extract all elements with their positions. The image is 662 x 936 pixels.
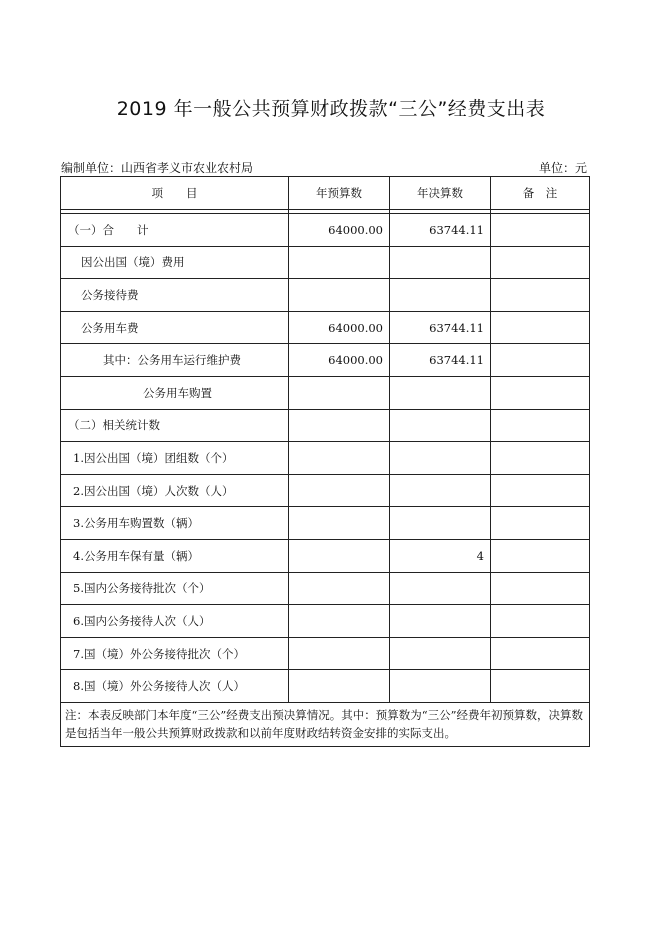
row-final: 4	[390, 539, 491, 572]
table-header-row	[61, 177, 590, 210]
row-final	[390, 507, 491, 540]
row-final	[390, 409, 491, 442]
row-remark	[491, 376, 590, 409]
row-remark	[491, 214, 590, 247]
expense-table	[60, 176, 590, 747]
table-row	[61, 279, 590, 312]
row-final: 63744.11	[390, 311, 491, 344]
table-row	[61, 311, 590, 344]
row-budget: 64000.00	[289, 214, 390, 247]
row-final	[390, 670, 491, 703]
row-item: （二）相关统计数	[61, 409, 289, 442]
row-final	[390, 376, 491, 409]
row-item: 2.因公出国（境）人次数（人）	[61, 474, 289, 507]
row-budget	[289, 539, 390, 572]
table-row	[61, 409, 590, 442]
table-row	[61, 474, 590, 507]
row-remark	[491, 605, 590, 638]
row-final	[390, 605, 491, 638]
table-row	[61, 507, 590, 540]
row-budget	[289, 376, 390, 409]
row-final	[390, 442, 491, 475]
table-note: 注：本表反映部门本年度“三公”经费支出预决算情况。其中：预算数为“三公”经费年初预算数，决算数是包括当年一般公共预算财政拨款和以前年度财政结转资金安排的实际支出。	[61, 702, 590, 746]
row-budget	[289, 279, 390, 312]
table-row	[61, 572, 590, 605]
unit-label: 单位：元	[538, 161, 587, 175]
row-remark	[491, 246, 590, 279]
row-budget	[289, 572, 390, 605]
row-budget	[289, 474, 390, 507]
table-row	[61, 442, 590, 475]
row-item: 其中：公务用车运行维护费	[61, 344, 289, 377]
table-row	[61, 214, 590, 247]
page-title: 2019 年一般公共预算财政拨款“三公”经费支出表	[116, 98, 546, 120]
row-item: 4.公务用车保有量（辆）	[61, 539, 289, 572]
row-item: 8.国（境）外公务接待人次（人）	[61, 670, 289, 703]
row-final	[390, 474, 491, 507]
row-budget: 64000.00	[289, 311, 390, 344]
row-final	[390, 572, 491, 605]
header-final: 年决算数	[390, 177, 491, 210]
row-final: 63744.11	[390, 214, 491, 247]
header-remark: 备 注	[491, 177, 590, 210]
row-final	[390, 637, 491, 670]
row-item: 公务接待费	[61, 279, 289, 312]
row-item: 因公出国（境）费用	[61, 246, 289, 279]
header-item: 项 目	[61, 177, 289, 210]
row-item: 7.国（境）外公务接待批次（个）	[61, 637, 289, 670]
row-budget	[289, 409, 390, 442]
row-remark	[491, 279, 590, 312]
row-budget	[289, 637, 390, 670]
table-row	[61, 605, 590, 638]
header-budget: 年预算数	[289, 177, 390, 210]
row-remark	[491, 539, 590, 572]
row-remark	[491, 637, 590, 670]
table-row	[61, 246, 590, 279]
table-row	[61, 344, 590, 377]
row-remark	[491, 507, 590, 540]
table-row	[61, 376, 590, 409]
row-final	[390, 279, 491, 312]
row-item: 公务用车购置	[61, 376, 289, 409]
row-item: （一）合 计	[61, 214, 289, 247]
org-label: 编制单位：山西省孝义市农业农村局	[61, 161, 254, 175]
row-remark	[491, 572, 590, 605]
row-item: 6.国内公务接待人次（人）	[61, 605, 289, 638]
row-budget	[289, 442, 390, 475]
row-final: 63744.11	[390, 344, 491, 377]
row-budget	[289, 605, 390, 638]
row-item: 公务用车费	[61, 311, 289, 344]
row-budget	[289, 670, 390, 703]
note-row	[61, 702, 590, 746]
row-budget: 64000.00	[289, 344, 390, 377]
row-remark	[491, 442, 590, 475]
table-row	[61, 539, 590, 572]
row-remark	[491, 409, 590, 442]
row-remark	[491, 670, 590, 703]
row-budget	[289, 507, 390, 540]
row-item: 5.国内公务接待批次（个）	[61, 572, 289, 605]
row-remark	[491, 311, 590, 344]
row-budget	[289, 246, 390, 279]
row-remark	[491, 474, 590, 507]
table-row	[61, 670, 590, 703]
row-remark	[491, 344, 590, 377]
row-final	[390, 246, 491, 279]
table-row	[61, 637, 590, 670]
row-item: 3.公务用车购置数（辆）	[61, 507, 289, 540]
row-item: 1.因公出国（境）团组数（个）	[61, 442, 289, 475]
